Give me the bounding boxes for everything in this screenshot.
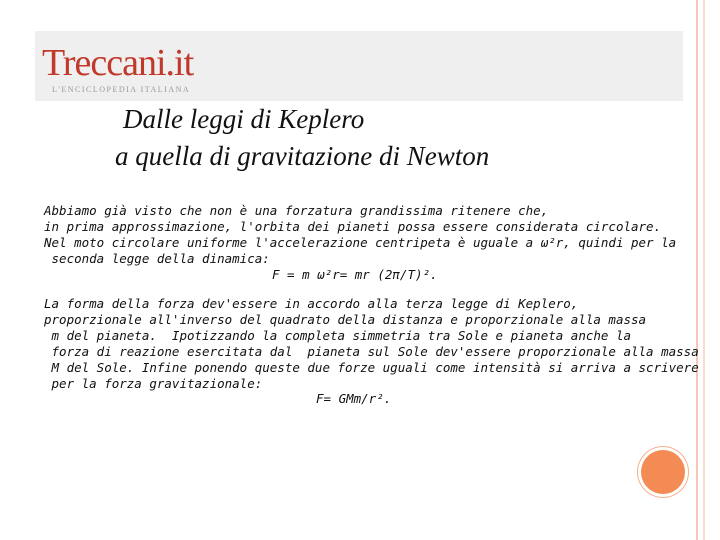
equation-centripetal-force: F = m ω²r= mr (2π/T)².	[272, 267, 438, 282]
paragraph-2-line-1: La forma della forza dev'essere in accordo alla terza legge di Keplero,	[44, 296, 579, 311]
paragraph-2-line-2: proporzionale all'inverso del quadrato della distanza e proporzionale alla massa	[44, 312, 647, 327]
paragraph-2-line-3: m del pianeta. Ipotizzando la completa simmetria tra Sole e pianeta anche la	[44, 328, 631, 343]
paragraph-1-line-4: seconda legge della dinamica:	[44, 251, 270, 266]
paragraph-2-line-5: M del Sole. Infine ponendo queste due forze uguali come intensità si arriva a scrivere	[44, 360, 699, 375]
paragraph-1-line-3: Nel moto circolare uniforme l'accelerazione centripeta è uguale a ω²r, quindi per la	[44, 235, 677, 250]
paragraph-2-line-6: per la forza gravitazionale:	[44, 376, 263, 391]
slide-title-line-1: Dalle leggi di Keplero	[123, 104, 365, 134]
slide-frame-right	[696, 0, 720, 540]
logo-subtitle: L'ENCICLOPEDIA ITALIANA	[52, 85, 191, 94]
decorative-circle	[641, 450, 685, 494]
treccani-logo[interactable]: Treccani.it	[42, 42, 194, 84]
paragraph-2-line-4: forza di reazione esercitata dal pianeta sul Sole dev'essere proporzionale alla massa	[44, 344, 699, 359]
slide-title-line-2: a quella di gravitazione di Newton	[115, 141, 490, 171]
paragraph-1-line-2: in prima approssimazione, l'orbita dei pianeti possa essere considerata circolare.	[44, 219, 662, 234]
equation-gravitational-force: F= GMm/r².	[316, 391, 392, 406]
paragraph-1-line-1: Abbiamo già visto che non è una forzatura grandissima ritenere che,	[44, 203, 549, 218]
